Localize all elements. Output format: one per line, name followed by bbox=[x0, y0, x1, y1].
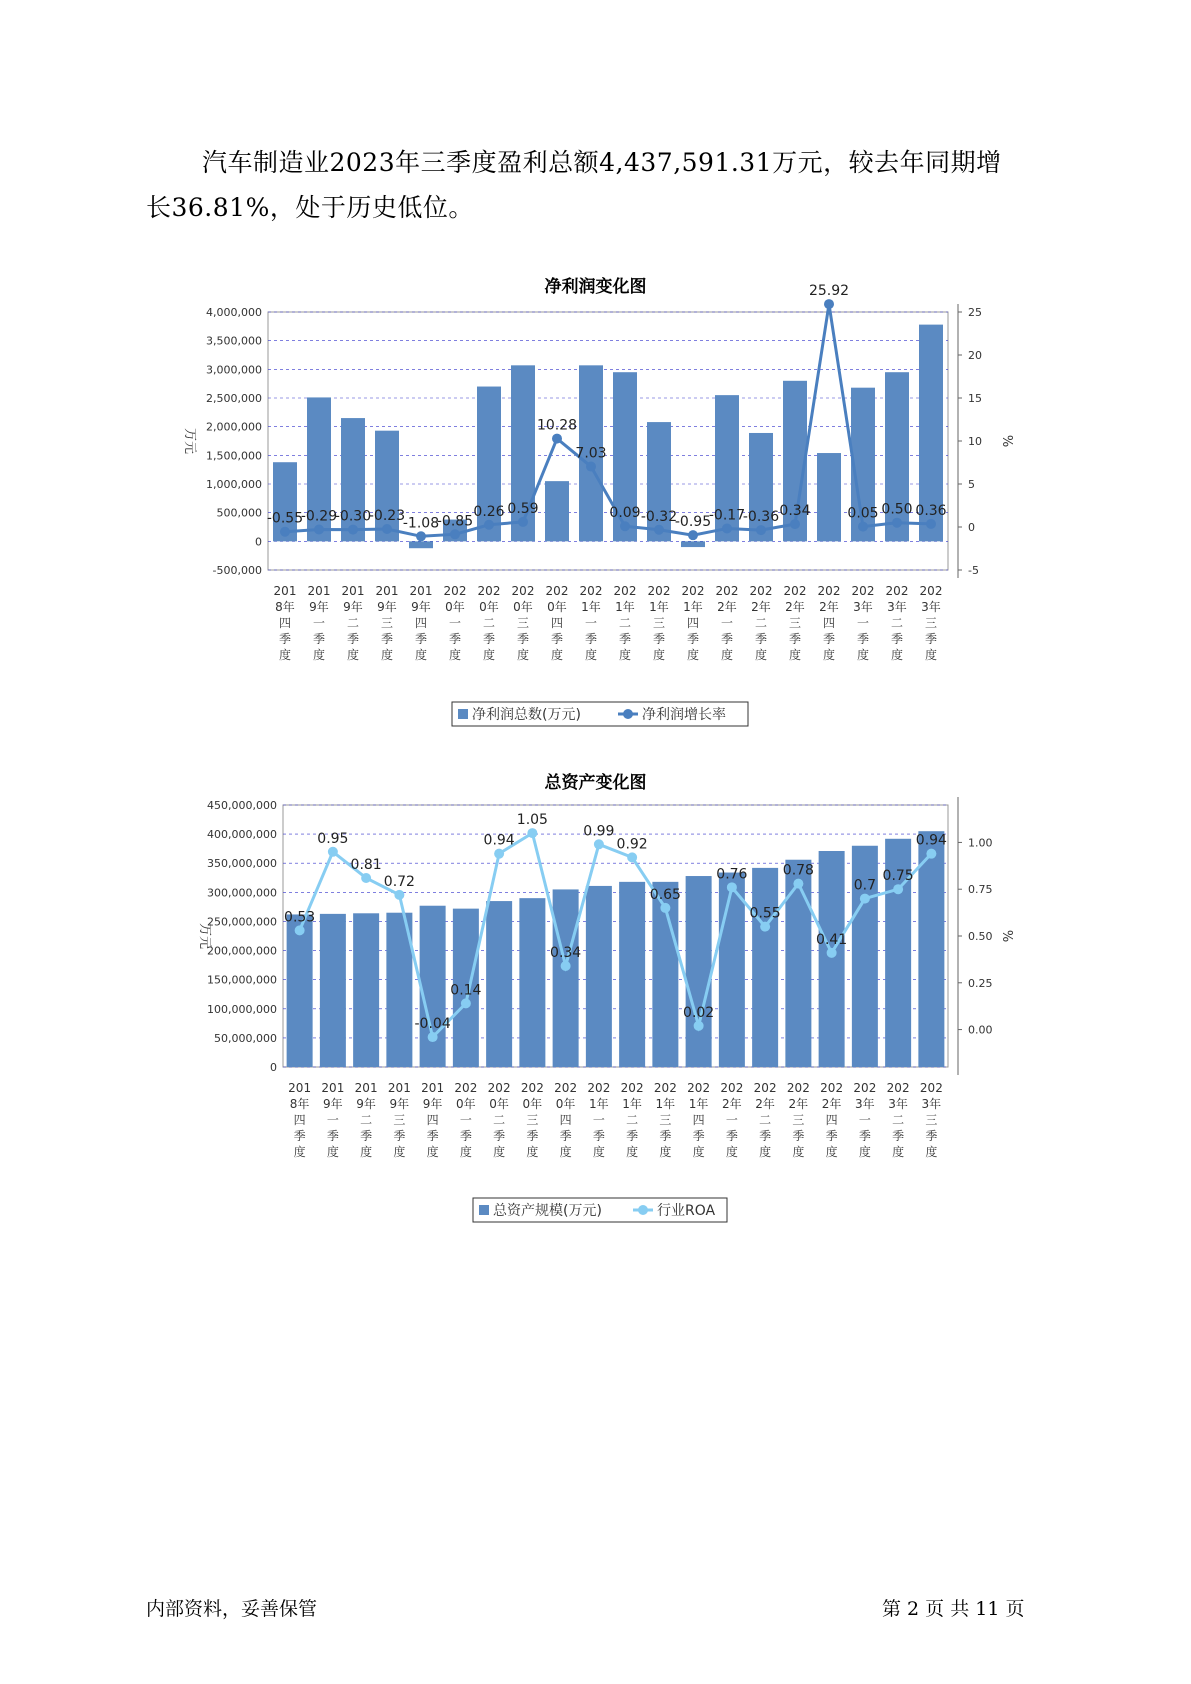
line-point bbox=[484, 520, 494, 530]
y-tick-label: 200,000,000 bbox=[207, 944, 277, 958]
line-point bbox=[824, 299, 834, 309]
data-label: 25.92 bbox=[808, 283, 850, 300]
category-label: 202 0年一季度 bbox=[454, 1081, 478, 1159]
data-label: -0.04 bbox=[414, 1016, 451, 1033]
data-label: 0.76 bbox=[716, 866, 748, 883]
line-point bbox=[620, 521, 630, 531]
y-tick-label: 400,000,000 bbox=[207, 828, 277, 842]
legend-line-label: 净利润增长率 bbox=[642, 707, 726, 723]
category-label: 201 9年二季度 bbox=[354, 1081, 378, 1159]
category-label: 201 9年一季度 bbox=[321, 1081, 345, 1159]
data-label: -1.08 bbox=[402, 515, 440, 532]
y-tick-label: 250,000,000 bbox=[207, 915, 277, 929]
line-point bbox=[688, 530, 698, 540]
line-point bbox=[527, 828, 537, 838]
line-point bbox=[394, 890, 404, 900]
legend-bar-swatch bbox=[458, 709, 468, 719]
category-label: 202 3年一季度 bbox=[853, 1081, 877, 1159]
line-point bbox=[827, 948, 837, 958]
line-point bbox=[561, 961, 571, 971]
y2-tick-label: 0.50 bbox=[968, 930, 993, 943]
line-point bbox=[893, 884, 903, 894]
y-tick-label: 3,500,000 bbox=[206, 334, 262, 348]
category-label: 202 2年四季度 bbox=[817, 584, 841, 662]
data-label: -0.30 bbox=[334, 508, 372, 525]
y-tick-label: 3,000,000 bbox=[206, 363, 262, 377]
line-point bbox=[295, 925, 305, 935]
line-point bbox=[348, 525, 358, 535]
line-point bbox=[314, 524, 324, 534]
y2-tick-label: 0.75 bbox=[968, 883, 993, 897]
y2-tick-label: 0.00 bbox=[968, 1023, 993, 1037]
line-point bbox=[790, 519, 800, 529]
bar bbox=[486, 901, 512, 1067]
legend-bar-label: 净利润总数(万元) bbox=[472, 707, 581, 723]
line-point bbox=[518, 517, 528, 527]
data-label: 0.81 bbox=[350, 856, 382, 873]
data-label: -0.36 bbox=[742, 509, 780, 526]
y-tick-label: 150,000,000 bbox=[207, 973, 277, 987]
category-label: 202 1年三季度 bbox=[647, 584, 671, 662]
chart-1-title: 净利润变化图 bbox=[544, 277, 647, 297]
plot-area bbox=[268, 312, 948, 570]
data-label: 0.50 bbox=[881, 501, 913, 518]
intro-paragraph bbox=[146, 140, 1046, 230]
legend-line-label: 行业ROA bbox=[657, 1203, 716, 1219]
category-label: 201 9年一季度 bbox=[307, 584, 331, 662]
y-axis-label: 万元 bbox=[197, 922, 212, 950]
line-point bbox=[586, 462, 596, 472]
line-point bbox=[450, 529, 460, 539]
y-tick-label: 50,000,000 bbox=[214, 1031, 277, 1045]
footer-page-number: 第 2 页 共 11 页 bbox=[882, 1598, 1025, 1620]
category-label: 202 1年二季度 bbox=[620, 1081, 644, 1159]
line-point bbox=[926, 849, 936, 859]
data-label: 0.05 bbox=[847, 505, 879, 522]
category-label: 202 1年四季度 bbox=[681, 584, 705, 662]
data-label: 0.34 bbox=[550, 944, 582, 961]
bar bbox=[719, 873, 745, 1067]
category-label: 202 0年二季度 bbox=[477, 584, 501, 662]
y-axis-label: 万元 bbox=[182, 427, 197, 455]
line-point bbox=[760, 922, 770, 932]
legend-bar-swatch bbox=[479, 1205, 489, 1215]
bar bbox=[586, 886, 612, 1067]
line-point bbox=[594, 839, 604, 849]
category-label: 202 1年四季度 bbox=[687, 1081, 711, 1159]
data-label: 1.05 bbox=[516, 812, 548, 829]
data-label: 0.34 bbox=[779, 503, 811, 520]
data-label: 0.94 bbox=[915, 832, 947, 849]
data-label: 0.99 bbox=[583, 823, 615, 840]
line-point bbox=[328, 847, 338, 857]
data-label: -0.17 bbox=[708, 507, 746, 524]
y2-tick-label: 0 bbox=[968, 521, 975, 534]
y2-tick-label: 25 bbox=[968, 306, 982, 319]
line-point bbox=[892, 518, 902, 528]
y2-tick-label: -5 bbox=[968, 564, 979, 577]
y2-tick-label: 1.00 bbox=[968, 836, 993, 850]
line-point bbox=[926, 519, 936, 529]
data-label: 0.14 bbox=[450, 982, 482, 999]
category-label: 202 2年三季度 bbox=[786, 1081, 810, 1159]
y-tick-label: 2,500,000 bbox=[206, 392, 262, 405]
bar bbox=[420, 906, 446, 1067]
category-label: 202 2年三季度 bbox=[783, 584, 807, 662]
category-label: 202 3年三季度 bbox=[919, 1081, 943, 1159]
y-tick-label: 100,000,000 bbox=[207, 1002, 277, 1016]
y-tick-label: 0 bbox=[255, 535, 262, 549]
bar bbox=[681, 541, 705, 547]
category-label: 202 2年二季度 bbox=[753, 1081, 777, 1159]
line-point bbox=[361, 873, 371, 883]
line-point bbox=[428, 1032, 438, 1042]
y-tick-label: 1,000,000 bbox=[206, 478, 262, 491]
category-label: 202 0年二季度 bbox=[487, 1081, 511, 1159]
data-label: 10.28 bbox=[536, 417, 578, 434]
intro-line-1: 汽车制造业2023年三季度盈利总额4,437,591.31万元，较去年同期增 bbox=[202, 148, 1002, 177]
data-label: 0.09 bbox=[609, 505, 641, 522]
y-tick-label: 300,000,000 bbox=[207, 886, 277, 900]
data-label: 0.55 bbox=[749, 905, 781, 922]
category-label: 201 9年四季度 bbox=[409, 584, 433, 662]
plot-area bbox=[283, 805, 948, 1067]
y2-tick-label: 20 bbox=[968, 349, 982, 362]
legend-line-marker bbox=[623, 709, 633, 719]
bar bbox=[353, 913, 379, 1067]
category-label: 202 3年三季度 bbox=[919, 584, 943, 662]
category-label: 202 1年一季度 bbox=[587, 1081, 611, 1159]
data-label: 0.26 bbox=[473, 503, 505, 520]
data-label: 0.36 bbox=[915, 502, 947, 519]
line-point bbox=[461, 998, 471, 1008]
line-point bbox=[722, 523, 732, 533]
footer-left: 内部资料，妥善保管 bbox=[146, 1598, 318, 1620]
category-label: 202 0年四季度 bbox=[554, 1081, 578, 1159]
line-point bbox=[627, 852, 637, 862]
data-label: 0.41 bbox=[816, 931, 848, 948]
bar bbox=[553, 889, 579, 1067]
y-tick-label: 350,000,000 bbox=[207, 857, 277, 871]
y2-axis-label: % bbox=[999, 434, 1014, 448]
bar bbox=[545, 481, 569, 541]
total-assets-chart bbox=[0, 795, 1191, 1225]
bar bbox=[320, 914, 346, 1067]
y-tick-label: 1,500,000 bbox=[206, 449, 262, 463]
category-label: 202 1年二季度 bbox=[613, 584, 637, 662]
category-label: 201 9年三季度 bbox=[375, 584, 399, 662]
data-label: 0.7 bbox=[853, 877, 877, 894]
line-point bbox=[280, 527, 290, 537]
data-label: 0.78 bbox=[782, 862, 814, 879]
bar bbox=[817, 453, 841, 541]
bar bbox=[785, 860, 811, 1067]
bar bbox=[686, 876, 712, 1067]
data-label: 0.02 bbox=[683, 1004, 715, 1021]
bar bbox=[287, 914, 313, 1067]
category-label: 201 8年四季度 bbox=[288, 1081, 312, 1159]
y-tick-label: 2,000,000 bbox=[206, 420, 262, 434]
y2-axis-label: % bbox=[999, 929, 1014, 943]
bar bbox=[619, 882, 645, 1067]
data-label: -0.29 bbox=[300, 508, 338, 525]
category-label: 202 1年一季度 bbox=[579, 584, 603, 662]
y-tick-label: 450,000,000 bbox=[207, 799, 277, 812]
line-point bbox=[494, 849, 504, 859]
category-label: 202 2年二季度 bbox=[749, 584, 773, 662]
y-tick-label: 4,000,000 bbox=[206, 306, 262, 319]
data-label: -0.55 bbox=[266, 510, 304, 527]
line-point bbox=[694, 1021, 704, 1031]
legend-bar-label: 总资产规模(万元) bbox=[493, 1203, 602, 1219]
line-point bbox=[756, 525, 766, 535]
bar bbox=[519, 898, 545, 1067]
line-point bbox=[382, 524, 392, 534]
legend-line-marker bbox=[638, 1205, 648, 1215]
data-label: 0.65 bbox=[649, 886, 681, 903]
category-label: 202 2年一季度 bbox=[715, 584, 739, 662]
bar bbox=[409, 541, 433, 548]
data-label: -0.32 bbox=[640, 508, 678, 525]
category-label: 202 0年一季度 bbox=[443, 584, 467, 662]
y-tick-label: -500,000 bbox=[212, 564, 262, 577]
intro-line-2: 长36.81%，处于历史低位。 bbox=[146, 193, 474, 222]
data-label: 0.72 bbox=[383, 873, 415, 890]
category-label: 202 2年一季度 bbox=[720, 1081, 744, 1159]
line-point bbox=[793, 879, 803, 889]
category-label: 202 0年三季度 bbox=[520, 1081, 544, 1159]
data-label: -0.95 bbox=[674, 514, 712, 531]
y-tick-label: 0 bbox=[270, 1061, 277, 1074]
data-label: 0.75 bbox=[882, 868, 914, 885]
category-label: 202 2年四季度 bbox=[820, 1081, 844, 1159]
data-label: 0.59 bbox=[507, 500, 539, 517]
data-label: 7.03 bbox=[575, 445, 607, 462]
line-point bbox=[860, 894, 870, 904]
data-label: 0.92 bbox=[616, 836, 648, 853]
data-label: -0.85 bbox=[436, 513, 474, 530]
y2-tick-label: 15 bbox=[968, 392, 982, 405]
y2-tick-label: 0.25 bbox=[968, 976, 993, 990]
y2-tick-label: 10 bbox=[968, 435, 982, 448]
data-label: 0.53 bbox=[284, 909, 316, 926]
line-point bbox=[660, 903, 670, 913]
category-label: 202 3年二季度 bbox=[886, 1081, 910, 1159]
category-label: 202 3年二季度 bbox=[885, 584, 909, 662]
category-label: 202 3年一季度 bbox=[851, 584, 875, 662]
data-label: 0.94 bbox=[483, 832, 515, 849]
data-label: 0.95 bbox=[317, 830, 349, 847]
category-label: 202 0年三季度 bbox=[511, 584, 535, 662]
bar bbox=[752, 868, 778, 1067]
bar bbox=[819, 851, 845, 1067]
category-label: 201 9年二季度 bbox=[341, 584, 365, 662]
line-point bbox=[858, 522, 868, 532]
line-point bbox=[552, 434, 562, 444]
y2-tick-label: 5 bbox=[968, 478, 975, 491]
category-label: 201 9年四季度 bbox=[421, 1081, 445, 1159]
category-label: 202 0年四季度 bbox=[545, 584, 569, 662]
line-point bbox=[416, 531, 426, 541]
category-label: 201 9年三季度 bbox=[387, 1081, 411, 1159]
bar bbox=[918, 831, 944, 1067]
chart-2-title: 总资产变化图 bbox=[544, 773, 647, 793]
category-label: 201 8年四季度 bbox=[273, 584, 297, 662]
y-tick-label: 500,000 bbox=[216, 506, 262, 520]
line-point bbox=[727, 882, 737, 892]
line-point bbox=[654, 525, 664, 535]
data-label: -0.23 bbox=[368, 507, 406, 524]
category-label: 202 1年三季度 bbox=[653, 1081, 677, 1159]
